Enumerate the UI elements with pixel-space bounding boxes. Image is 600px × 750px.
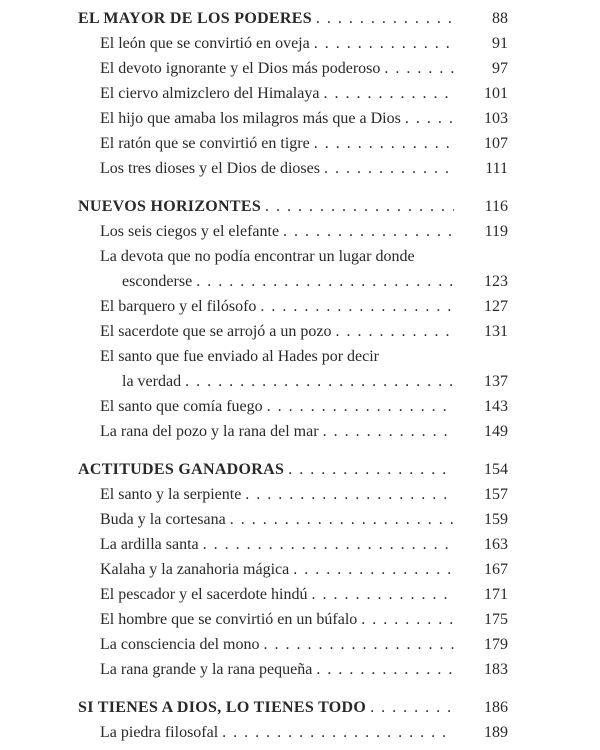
- toc-entry: [78, 344, 508, 369]
- page-number: 101: [484, 85, 508, 102]
- dot-leader: [312, 6, 454, 31]
- toc-section-header: [78, 194, 508, 219]
- toc-entry: [78, 106, 508, 131]
- dot-leader: [181, 369, 454, 394]
- dot-leader: [310, 31, 454, 56]
- table-of-contents: [78, 6, 508, 745]
- toc-entry: [78, 219, 508, 244]
- toc-entry: [78, 131, 508, 156]
- toc-entry: [78, 156, 508, 181]
- toc-entry-label: Buda y la cortesana: [100, 511, 226, 528]
- toc-entry: [78, 582, 508, 607]
- dot-leader: [263, 394, 454, 419]
- toc-entry: [78, 31, 508, 56]
- dot-leader: [366, 695, 454, 720]
- toc-entry: [78, 482, 508, 507]
- toc-entry: [78, 557, 508, 582]
- toc-entry-continuation: [78, 369, 508, 394]
- toc-entry-label: La rana grande y la rana pequeña: [100, 661, 313, 678]
- toc-entry: [78, 319, 508, 344]
- dot-leader: [289, 557, 454, 582]
- toc-section-title: EL MAYOR DE LOS PODERES: [78, 10, 312, 27]
- page-number: 103: [484, 110, 508, 127]
- toc-entry-label: La rana del pozo y la rana del mar: [100, 423, 319, 440]
- toc-entry-label: El hombre que se convirtió en un búfalo: [100, 611, 358, 628]
- toc-entry: [78, 607, 508, 632]
- page-number: 97: [492, 60, 508, 77]
- toc-entry-label: Los tres dioses y el Dios de dioses: [100, 160, 320, 177]
- toc-entry-label: El barquero y el filósofo: [100, 298, 257, 315]
- dot-leader: [380, 56, 454, 81]
- page-number: 159: [484, 511, 508, 528]
- page-number: 123: [484, 273, 508, 290]
- toc-section: [78, 194, 508, 444]
- toc-entry-label: El santo que fue enviado al Hades por decir: [100, 348, 380, 365]
- page-number: 157: [484, 486, 508, 503]
- dot-leader: [192, 269, 454, 294]
- page-number: 91: [492, 35, 508, 52]
- dot-leader: [226, 507, 454, 532]
- toc-entry-label: Los seis ciegos y el elefante: [100, 223, 280, 240]
- page-number: 175: [484, 611, 508, 628]
- toc-entry-label: la verdad: [122, 373, 182, 390]
- toc-entry: [78, 419, 508, 444]
- dot-leader: [241, 482, 454, 507]
- toc-entry-label: La ardilla santa: [100, 536, 199, 553]
- toc-entry-label: El devoto ignorante y el Dios más poderoso: [100, 60, 381, 77]
- toc-entry-label: El santo y la serpiente: [100, 486, 242, 503]
- toc-entry-label: El león que se convirtió en oveja: [100, 35, 310, 52]
- dot-leader: [319, 81, 454, 106]
- toc-entry: [78, 720, 508, 745]
- toc-entry-label: El santo que comía fuego: [100, 398, 263, 415]
- toc-entry-continuation: [78, 269, 508, 294]
- toc-entry: [78, 56, 508, 81]
- toc-entry: [78, 294, 508, 319]
- dot-leader: [279, 219, 454, 244]
- page-number: 186: [484, 699, 508, 716]
- page-number: 163: [484, 536, 508, 553]
- toc-entry-label: El sacerdote que se arrojó a un pozo: [100, 323, 332, 340]
- toc-entry-label: esconderse: [122, 273, 193, 290]
- dot-leader: [256, 294, 454, 319]
- page-number: 154: [484, 461, 508, 478]
- toc-entry-label: La devota que no podía encontrar un lugar donde: [100, 248, 415, 265]
- page-number: 137: [484, 373, 508, 390]
- toc-entry: [78, 657, 508, 682]
- toc-entry-label: La piedra filosofal: [100, 724, 219, 741]
- page-number: 143: [484, 398, 508, 415]
- page-number: 116: [484, 198, 508, 215]
- dot-leader: [199, 532, 454, 557]
- toc-section: [78, 457, 508, 682]
- dot-leader: [260, 632, 455, 657]
- toc-section-header: [78, 457, 508, 482]
- toc-section-title: ACTITUDES GANADORAS: [78, 461, 285, 478]
- toc-entry-label: La consciencia del mono: [100, 636, 260, 653]
- page-number: 167: [484, 561, 508, 578]
- toc-entry: [78, 394, 508, 419]
- dot-leader: [357, 607, 454, 632]
- dot-leader: [307, 582, 454, 607]
- page-number: 183: [484, 661, 508, 678]
- toc-entry-label: El pescador y el sacerdote hindú: [100, 586, 308, 603]
- toc-entry: [78, 244, 508, 269]
- dot-leader: [331, 319, 454, 344]
- page-number: 131: [484, 323, 508, 340]
- page-number: 111: [485, 160, 508, 177]
- page-number: 127: [484, 298, 508, 315]
- page-number: 107: [484, 135, 508, 152]
- page-number: 179: [484, 636, 508, 653]
- dot-leader: [284, 457, 454, 482]
- page-number: 119: [484, 223, 508, 240]
- toc-entry: [78, 81, 508, 106]
- dot-leader: [261, 194, 454, 219]
- page-number: 88: [492, 10, 508, 27]
- dot-leader: [320, 156, 454, 181]
- dot-leader: [310, 131, 454, 156]
- page-number: 149: [484, 423, 508, 440]
- toc-section-title: SI TIENES A DIOS, LO TIENES TODO: [78, 699, 367, 716]
- dot-leader: [312, 657, 454, 682]
- toc-entry: [78, 507, 508, 532]
- toc-entry-label: El ciervo almizclero del Himalaya: [100, 85, 320, 102]
- toc-entry: [78, 632, 508, 657]
- dot-leader: [319, 419, 454, 444]
- toc-entry: [78, 532, 508, 557]
- toc-section-header: [78, 695, 508, 720]
- toc-section: [78, 695, 508, 745]
- toc-section-header: [78, 6, 508, 31]
- toc-entry-label: El ratón que se convirtió en tigre: [100, 135, 310, 152]
- toc-entry-label: Kalaha y la zanahoria mágica: [100, 561, 290, 578]
- toc-entry-label: El hijo que amaba los milagros más que a Dios: [100, 110, 401, 127]
- dot-leader: [401, 106, 454, 131]
- toc-section-title: NUEVOS HORIZONTES: [78, 198, 262, 215]
- toc-section: [78, 6, 508, 181]
- dot-leader: [218, 720, 454, 745]
- page-number: 171: [484, 586, 508, 603]
- page-number: 189: [484, 724, 508, 741]
